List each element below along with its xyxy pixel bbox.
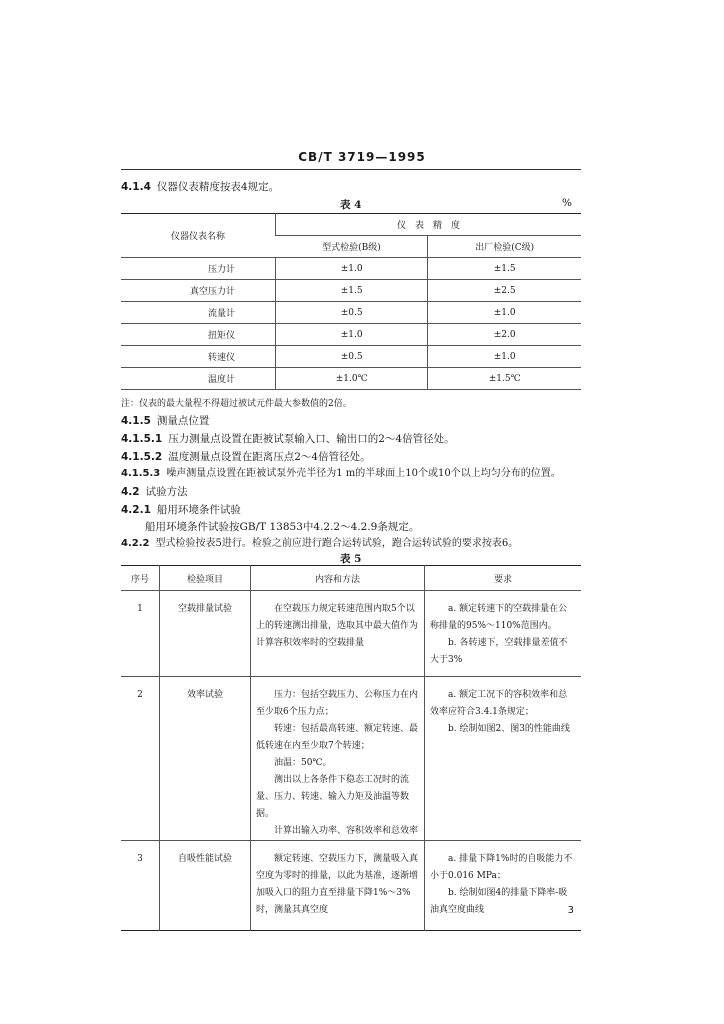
- clause-text: 噪声测量点设置在距被试泵外壳半径为1 m的半球面上10个或10个以上均匀分布的位置。: [166, 468, 561, 479]
- table4-note: 注：仪表的最大量程不得超过被试元件最大参数值的2倍。: [121, 399, 352, 409]
- requirement-line: b. 绘制如图2、图3的性能曲线: [448, 724, 570, 734]
- page-header-standard-code: CB/T 3719—1995: [298, 150, 426, 164]
- instrument-name: 转速仪: [121, 346, 276, 368]
- row-number: 2: [121, 677, 160, 841]
- table-row: [121, 324, 581, 346]
- table-row: [121, 841, 581, 931]
- table5-header-item: 检验项目: [160, 566, 251, 591]
- precision-c: ±1.0: [428, 346, 581, 368]
- header-divider: [121, 169, 581, 170]
- clause-text: 测量点位置: [156, 415, 210, 427]
- table5-header-content: 内容和方法: [251, 566, 425, 591]
- precision-b: ±0.5: [276, 346, 428, 368]
- clause-number: 4.1.5.1: [121, 433, 163, 445]
- content-line: 压力：包括空载压力、公称压力在内至少取6个压力点；: [256, 690, 419, 717]
- test-content: [251, 841, 425, 931]
- clause-number: 4.2: [121, 486, 140, 498]
- test-item: 效率试验: [160, 677, 251, 841]
- table4-header-c: 出厂检验(C级): [428, 236, 581, 258]
- clause-text: 仪器仪表精度按表4规定。: [156, 181, 280, 193]
- test-requirement: [425, 841, 582, 931]
- clause-4-1-5-1: [121, 432, 455, 446]
- content-line: 油温：50℃。: [274, 758, 332, 768]
- precision-b: ±1.5: [276, 280, 428, 302]
- clause-4-2-1: [121, 503, 241, 517]
- content-line: 额定转速、空载压力下，测量吸入真空度为零时的排量，以此为基准，逐渐增加吸入口的阻力直至排量下降1%～3%时，测量其真空度: [256, 854, 419, 915]
- table5-header-requirement: 要求: [425, 566, 582, 591]
- table4-header-group: 仪 表 精 度: [276, 214, 582, 236]
- content-line: 转速：包括最高转速、额定转速、最低转速在内至少取7个转速；: [256, 724, 419, 751]
- precision-c: ±1.5: [428, 258, 581, 280]
- instrument-name: 压力计: [121, 258, 276, 280]
- table5: [121, 565, 581, 931]
- clause-number: 4.2.1: [121, 504, 151, 516]
- instrument-name: 扭矩仪: [121, 324, 276, 346]
- row-number: 3: [137, 854, 143, 864]
- table-row: [121, 258, 581, 280]
- requirement-line: a. 额定转速下的空载排量在公称排量的95%～110%范围内。: [430, 604, 568, 631]
- instrument-name: 温度计: [121, 368, 276, 390]
- instrument-name: 真空压力计: [121, 280, 276, 302]
- precision-b: ±1.0: [276, 324, 428, 346]
- test-requirement: [425, 677, 582, 841]
- test-item: 空载排量试验: [160, 591, 251, 677]
- clause-4-2-2: [121, 537, 518, 551]
- precision-c: ±1.5℃: [428, 368, 581, 390]
- table5-caption: 表 5: [340, 553, 362, 565]
- clause-text: 型式检验按表5进行。检验之前应进行跑合运转试验，跑合运转试验的要求按表6。: [155, 538, 519, 549]
- table4-caption: 表 4: [340, 199, 362, 211]
- content-line: 计算出输入功率、容积效率和总效率: [274, 826, 419, 836]
- table-row: [121, 368, 581, 390]
- clause-4-1-5: [121, 414, 209, 428]
- precision-b: ±0.5: [276, 302, 428, 324]
- table4-header-name: 仪器仪表名称: [121, 214, 276, 258]
- requirement-line: a. 排量下降1%时的自吸能力不小于0.016 MPa；: [430, 854, 573, 881]
- clause-number: 4.1.5: [121, 415, 151, 427]
- table4: [121, 213, 581, 390]
- test-content: [251, 677, 425, 841]
- table-row: [121, 302, 581, 324]
- precision-b: ±1.0℃: [276, 368, 428, 390]
- requirement-line: a. 额定工况下的容积效率和总效率应符合3.4.1条规定；: [430, 690, 568, 717]
- clause-4-1-5-3: [121, 467, 561, 481]
- clause-4-2: [121, 485, 188, 499]
- clause-4-2-1-body: 船用环境条件试验按GB/T 13853中4.2.2～4.2.9条规定。: [145, 521, 420, 533]
- instrument-name: 流量计: [121, 302, 276, 324]
- table-row: [121, 591, 581, 677]
- clause-text: 压力测量点设置在距被试泵输入口、输出口的2～4倍管径处。: [168, 433, 455, 445]
- table4-header-b: 型式检验(B级): [276, 236, 428, 258]
- clause-number: 4.1.5.3: [121, 468, 161, 479]
- clause-text: 试验方法: [145, 486, 188, 498]
- clause-number: 4.1.4: [121, 181, 151, 193]
- clause-number: 4.2.2: [121, 538, 150, 549]
- table-row: [121, 280, 581, 302]
- requirement-line: b. 绘制如图4的排量下降率-吸油真空度曲线: [430, 888, 568, 915]
- requirement-line: b. 各转速下，空载排量差值不大于3%: [430, 638, 568, 665]
- clause-number: 4.1.5.2: [121, 451, 163, 463]
- clause-text: 温度测量点设置在距离压点2～4倍管径处。: [168, 451, 371, 463]
- table-row: [121, 346, 581, 368]
- test-item: 自吸性能试验: [160, 841, 251, 931]
- clause-4-1-4: [121, 180, 279, 194]
- test-requirement: [425, 591, 582, 677]
- table-row: [121, 677, 581, 841]
- page-number: 3: [567, 905, 574, 916]
- clause-4-1-5-2: [121, 450, 371, 464]
- table4-unit: %: [562, 197, 572, 209]
- table5-header-no: 序号: [121, 566, 160, 591]
- row-number: 1: [121, 591, 160, 677]
- precision-c: ±1.0: [428, 302, 581, 324]
- content-line: 测出以上各条件下稳态工况时的流量、压力、转速、输入力矩及油温等数据。: [256, 775, 410, 819]
- clause-text: 船用环境条件试验: [156, 504, 241, 516]
- precision-b: ±1.0: [276, 258, 428, 280]
- precision-c: ±2.0: [428, 324, 581, 346]
- precision-c: ±2.5: [428, 280, 581, 302]
- test-content: [251, 591, 425, 677]
- content-line: 在空载压力规定转速范围内取5个以上的转速测出排量，选取其中最大值作为计算容积效率时的空载排量: [256, 604, 419, 648]
